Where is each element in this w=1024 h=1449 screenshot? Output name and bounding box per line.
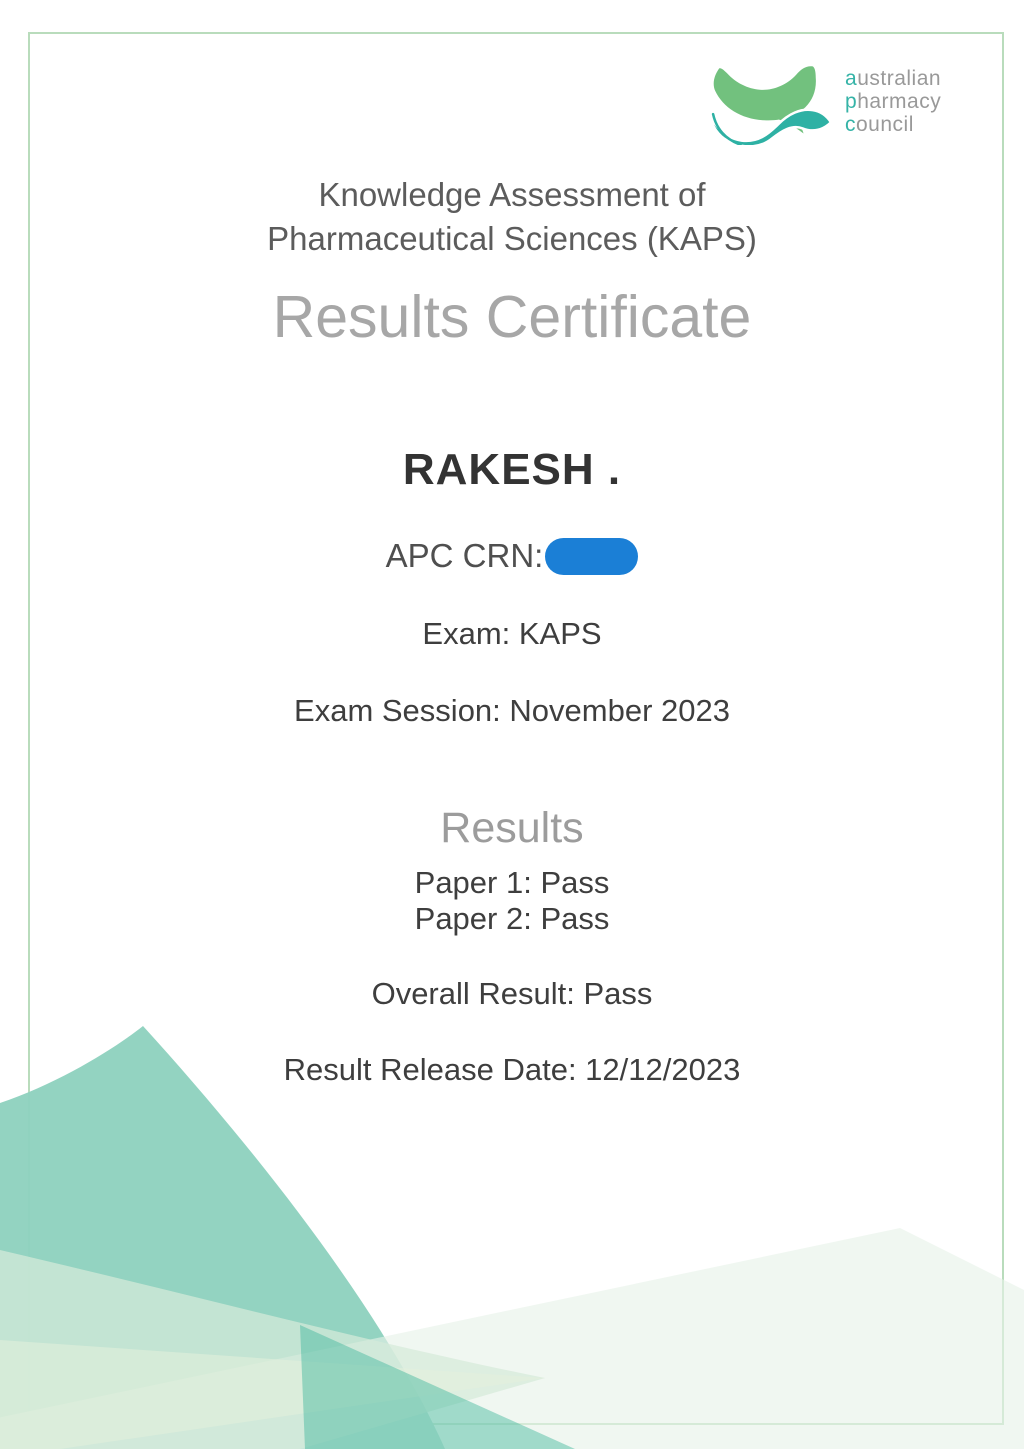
exam-session: Exam Session: November 2023: [294, 693, 730, 728]
program-name-line2: Pharmaceutical Sciences (KAPS): [267, 220, 757, 257]
logo-word-australian: australian: [845, 67, 942, 90]
logo-word-council: council: [845, 113, 914, 136]
paper1-result: Paper 1: Pass: [414, 865, 610, 900]
program-name-line1: Knowledge Assessment of: [318, 176, 706, 213]
results-heading: Results: [440, 804, 584, 852]
overall-result: Overall Result: Pass: [371, 976, 653, 1011]
apc-logo-wordmark: [845, 67, 941, 136]
result-release-date: Result Release Date: 12/12/2023: [283, 1052, 741, 1087]
candidate-name: RAKESH .: [402, 445, 622, 494]
crn-row: [0, 536, 1024, 576]
paper2-result: Paper 2: Pass: [414, 901, 610, 936]
crn-redaction-pill: [545, 538, 638, 575]
crn-label: APC CRN:: [385, 537, 544, 574]
certificate-title: Results Certificate: [272, 284, 752, 350]
exam-name: Exam: KAPS: [422, 616, 602, 651]
apc-logo-mark-icon: [707, 63, 832, 145]
logo-word-pharmacy: pharmacy: [845, 90, 942, 113]
program-name: [0, 173, 1024, 261]
